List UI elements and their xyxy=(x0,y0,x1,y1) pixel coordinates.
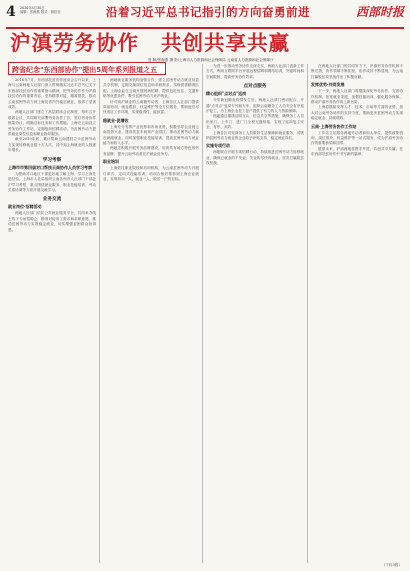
article-paragraph: 为帮助对口地区干部更好地了解上海、学习上海先进经验，上海市人社局组织云南各州市人社部门干部赴沪学习考察，重点围绕就业服务、职业技能培训、劳动关系协调等方面开展交流学习。 xyxy=(8,171,96,192)
newspaper-logo: 西部时报 xyxy=(355,5,404,19)
column-divider xyxy=(202,64,203,563)
issue-editor: 编辑：张海燕 版式：薛佳壮 xyxy=(20,10,61,15)
article-paragraph: 上海依托职业院校和培训机构，为云南贫困劳动力开展订单式、定向式技能培训，培训合格后推荐到上海企业就业，实现培训一人、就业一人、脱贫一户的目标。 xyxy=(103,166,199,182)
article-paragraph: 两地还积极开展劳务品牌建设，培育具有地方特色的劳务品牌，提升云南劳动者在沪就业竞争力。 xyxy=(103,146,199,156)
article-paragraph: 两地人社部门依托公共就业服务平台，共同举办线上线下专场招聘会，精准对接用工需求和求职意愿，推动贫困劳动力实现稳定就业，切实增强贫困群众获得感。 xyxy=(8,211,96,232)
headline-part2: 共创共享共赢 xyxy=(161,31,290,55)
masthead-rule xyxy=(6,27,404,29)
section-heading: 业务交流 xyxy=(42,197,62,203)
section-heading: 点对点服务 xyxy=(243,84,267,90)
column-divider xyxy=(99,78,100,563)
headline-part1: 沪滇劳务协作 xyxy=(10,31,139,55)
article-paragraph: 两地就业服务机构加强合作，建立贫困劳动力就业信息共享机制，定期交换岗位信息和求职需求，实现供需精准匹配。上海企业在云南开展现场招聘，提供包吃包住、交通补贴等优惠条件，吸引贫困劳动力来沪就业。 xyxy=(103,78,199,99)
column-1 xyxy=(8,78,96,563)
section-subheading: 就业岗位·招聘活动 xyxy=(8,204,42,210)
article-paragraph: 针对到沪就业的云南籍劳动者，上海各区人社部门提供岗前培训、就业跟踪、权益维护等全方位服务，帮助他们尽快适应工作环境，实现稳得住、能致富。 xyxy=(103,99,199,115)
article-paragraph: 下一步，两地人社部门将继续深化劳务协作，完善协作机制，拓宽就业渠道，加强技能培训，强化服务保障，推动沪滇劳务协作再上新台阶。 xyxy=(311,89,403,105)
article-paragraph: 截至2019年底，累计帮助云南建档立卡贫困劳动力实现转移就业数十万人次，其中到上海就业的人数逐年增长。 xyxy=(8,137,96,153)
column-3 xyxy=(206,64,304,563)
column-4 xyxy=(311,64,403,559)
column-2 xyxy=(103,78,199,563)
series-kicker xyxy=(8,62,166,75)
section-subheading: 职业培训 xyxy=(103,159,119,165)
article-paragraph: 上海将继续发挥人才、技术、市场等方面的优势，加大对云南劳务协作的支持力度，帮助更多贫困劳动力实现稳定就业、持续增收。 xyxy=(311,105,403,121)
headline xyxy=(10,30,402,56)
page-number: 4 xyxy=(6,4,16,20)
section-subheading: 发挥优势·共同发展 xyxy=(311,82,345,88)
section-subheading: 精心组织"点对点"返岗 xyxy=(206,91,247,97)
article-paragraph: 两地人社部门建立了高层联席会议制度，每年召开联席会议，共同研究部署劳务协作工作，签订劳务协作框架协议，明确目标任务和工作措施。上海在云南设立劳务协作工作站，定期组织招聘活动，为贫困劳动力提供就业岗位信息和职业指导服务。 xyxy=(8,110,96,137)
article-paragraph: 两地联合开展专项招聘行动，持续推进贫困劳动力转移就业，确保已就业的不失业、失业的尽快再就业，坚决打赢脱贫攻坚战。 xyxy=(206,150,304,166)
section-subheading: 上海市市第四届对口帮扶云南协作人员学习考察 xyxy=(8,164,92,170)
byline: 管 制/张海燕 摄 影/上海市人力资源和社会保障局 云南省人力资源和社会保障厅 xyxy=(148,58,274,62)
issue-date: 2020年4月30日 xyxy=(20,6,45,10)
article-paragraph: 工作站立足服务两地劳动者和用人单位，提供政策咨询、岗位推介、权益维护等一站式服务，成为沪滇劳务协作的重要桥梁和纽带。 xyxy=(311,130,403,146)
column-divider xyxy=(307,64,308,563)
continued-note: （下转3版） xyxy=(381,563,402,567)
section-heading: 学习考察 xyxy=(42,157,62,163)
section-subheading: 云南·上海劳务协作工作站 xyxy=(311,123,357,129)
article-paragraph: 上海各区对返岗务工人员做好生活保障和就业服务，对吸纳贫困劳动力就业的企业给予补贴支持，稳定就业岗位。 xyxy=(206,130,304,141)
section-subheading: 实施专项行动 xyxy=(206,143,230,149)
article-paragraph: 上海充分发挥产业优势和市场优势，积极引导企业到云南投资兴业，建设扶贫车间和产业园区，推动贫困劳动力就近就地就业。同时加强职业技能培训，提高贫困劳动力就业能力和收入水平。 xyxy=(103,124,199,146)
article-paragraph: 今年新冠肺炎疫情发生后，两地人社部门密切配合，开通"点对点"返岗专列和专车，组织云南籍务工人员安全有序返沪复工，为上海企业复工复产提供了有力的人力资源保障。 xyxy=(206,98,304,114)
article-paragraph: 两地通过健康证明互认、信息共享等措施，确保务工人员出家门、上车门、进厂门全程无缝衔接，实现了返岗复工安全、有序、高效。 xyxy=(206,114,304,130)
masthead xyxy=(6,3,404,25)
article-paragraph: 展望未来，沪滇两地将携手并进，共创共享共赢，在东西部扶贫协作中书写新的篇章。 xyxy=(311,146,403,157)
article-paragraph: 在两地人社部门的共同努力下，沪滇劳务协作机制不断完善，协作领域不断拓宽，协作成效不断显现，为云南打赢脱贫攻坚战作出了积极贡献。 xyxy=(311,64,403,79)
section-banner: 沿着习近平总书记指引的方向奋勇前进 xyxy=(106,5,310,19)
series-kicker-text: 跨省纪念"东西部协作"提出5周年系列报道之五 xyxy=(12,66,158,74)
issue-info xyxy=(20,6,64,14)
section-subheading: 稳就业·促增收 xyxy=(103,117,129,123)
article-paragraph: 为进一步推动劳务协作走深走实，两地人社部门创新工作方式，利用互联网平台开展远程招聘和网络培训，突破时间和空间限制，提高劳务协作效率。 xyxy=(206,64,304,79)
article-paragraph: 2016年7月，东西部扶贫协作座谈会召开以来，上海与云南两地人社部门深入贯彻落实习近平总书记关于东西部扶贫协作的重要指示精神，把劳务协作作为沪滇扶贫协作的重要内容，坚持精准对接、精准帮扶，推动云南贫困劳动力到上海及省内外稳定就业，取得了显著成效。 xyxy=(8,78,96,110)
